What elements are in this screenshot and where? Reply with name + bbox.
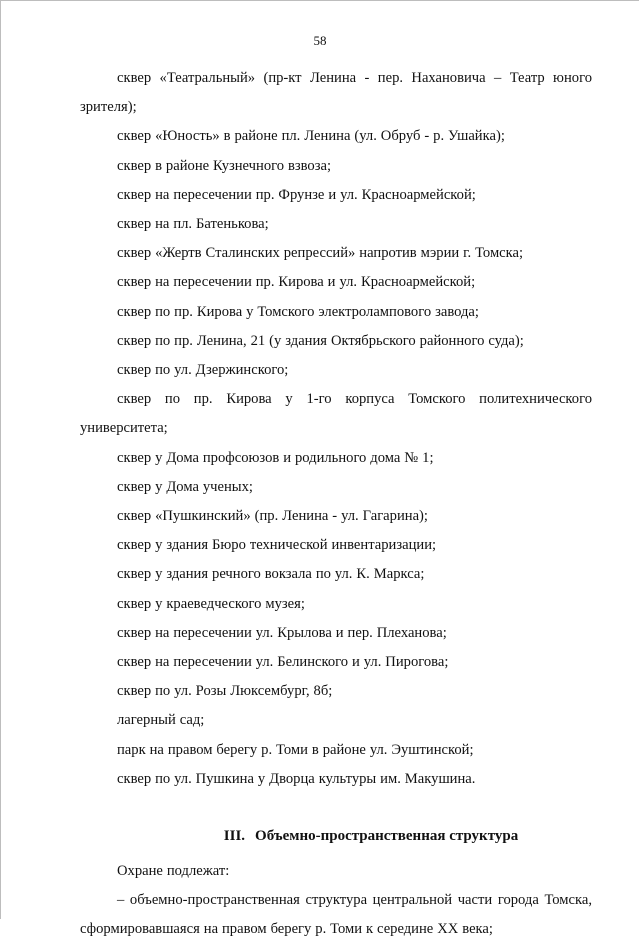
section-heading [80, 822, 592, 851]
list-item: сквер «Театральный» (пр-кт Ленина - пер. Нахановича – Театр юного зрителя); [80, 70, 592, 116]
list-item: сквер на пересечении ул. Крылова и пер. Плеханова; [117, 624, 447, 641]
section-numeral: III. [223, 828, 246, 845]
list-item: сквер у Дома ученых; [117, 478, 253, 495]
page-number: 58 [313, 33, 327, 48]
list-item: сквер у краеведческого музея; [117, 595, 305, 612]
list-item: сквер у здания Бюро технической инвентаризации; [117, 537, 437, 554]
list-item: сквер у здания речного вокзала по ул. К. Маркса; [117, 566, 425, 583]
list-item: сквер по ул. Дзержинского; [117, 362, 289, 379]
list-item: парк на правом берегу р. Томи в районе ул. Эуштинской; [117, 741, 474, 758]
protection-intro: Охране подлежат: [117, 863, 230, 880]
list-item: сквер на пл. Батенькова; [117, 216, 269, 233]
list-item: сквер по пр. Ленина, 21 (у здания Октябрьского районного суда); [117, 332, 524, 349]
list-item: сквер по ул. Розы Люксембург, 8б; [117, 683, 333, 700]
list-item: сквер на пересечении пр. Фрунзе и ул. Красноармейской; [117, 186, 476, 203]
list-item: сквер на пересечении пр. Кирова и ул. Красноармейской; [117, 274, 476, 291]
list-item: сквер «Юность» в районе пл. Ленина (ул. Обруб - р. Ушайка); [117, 128, 505, 145]
section-title: Объемно-пространственная структура [255, 828, 519, 845]
list-item: сквер «Жертв Сталинских репрессий» напротив мэрии г. Томска; [117, 245, 524, 262]
list-item: сквер «Пушкинский» (пр. Ленина - ул. Гагарина); [117, 508, 428, 525]
list-item: сквер по ул. Пушкина у Дворца культуры им. Макушина. [117, 770, 476, 787]
list-item: сквер по пр. Кирова у Томского электролампового завода; [117, 303, 479, 320]
list-item: сквер у Дома профсоюзов и родильного дома № 1; [117, 449, 434, 466]
list-item: сквер на пересечении ул. Белинского и ул. Пирогова; [117, 654, 449, 671]
list-item: сквер в районе Кузнечного взвоза; [117, 157, 332, 174]
list-item: лагерный сад; [117, 712, 205, 729]
protection-item: – объемно-пространственная структура центральной части города Томска, сформировавшаяся на правом берегу р. Томи к середине XX века; [80, 892, 592, 938]
list-item: сквер по пр. Кирова у 1-го корпуса Томского политехнического университета; [80, 391, 592, 437]
document-body [80, 64, 592, 945]
